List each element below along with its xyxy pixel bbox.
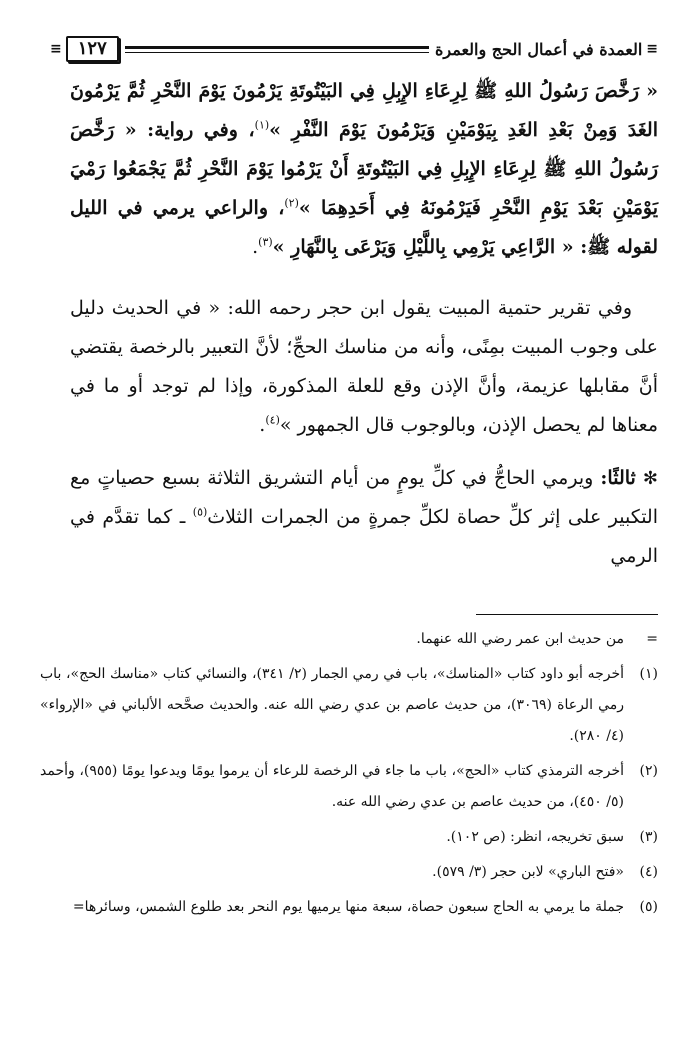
footnote-text: أخرجه أبو داود كتاب «المناسك»، باب في رمي الجمار (٢/ ٣٤١)، والنسائي كتاب «مناسك الحج»، باب رمي الرعاة (٣٠٦٩)، من حديث عاصم بن عدي رضي الله عنه. والحديث صحَّحه الألباني في «الإرواء» (٤/ ٢٨٠). — [40, 666, 625, 744]
footnote-number: (٥) — [639, 899, 658, 915]
footnote-number: (٢) — [639, 763, 658, 779]
footnote-number: (١) — [639, 666, 658, 682]
hadith-quote-2: ، وفي رواية: « رَخَّصَ رَسُولُ اللهِ ﷺ لِرِعَاءِ الإِبِلِ فِي البَيْتُوتَةِ أَنْ يَرْمُوا يَوْمَ النَّحْرِ ثُمَّ يَجْمَعُوا رَمْيَ يَوْمَيْنِ بَعْدَ يَوْمِ النَّحْرِ فَيَرْمُونَهُ فِي أَحَدِهِمَا » — [70, 119, 658, 219]
footnote-ref-2: (٢) — [284, 196, 299, 210]
footnote-item — [40, 822, 658, 853]
paragraph-hadith — [70, 72, 658, 267]
ibn-hajar-quote: وفي تقرير حتمية المبيت يقول ابن حجر رحمه الله: « في الحديث دليل على وجوب المبيت بمِنًى، وأنه من مناسك الحجِّ؛ لأنَّ التعبير بالرخصة يقتضي أنَّ مقابلها عزيمة، وأنَّ الإذن وقع للعلة المذكورة، وإذا لم توجد أو ما في معناها لم يحصل الإذن، وبالوجوب قال الجمهور » — [70, 297, 658, 436]
paragraph-ibn-hajar — [70, 289, 658, 445]
running-header — [50, 36, 658, 62]
footnote-item — [40, 659, 658, 752]
footnote-text: جملة ما يرمي به الحاج سبعون حصاة، سبعة منها يرميها يوم النحر بعد طلوع الشمس، وسائرها= — [72, 899, 624, 915]
footnotes — [40, 624, 658, 927]
footnote-ref-4: (٤) — [265, 413, 280, 427]
hadith-quote-1: « رَخَّصَ رَسُولُ اللهِ ﷺ لِرِعَاءِ الإِبِلِ فِي البَيْتُوتَةِ يَرْمُونَ يَوْمَ النَّحْرِ ثُمَّ يَرْمُونَ الغَدَ وَمِنْ بَعْدِ الغَدِ بِيَوْمَيْنِ وَيَرْمُونَ يَوْمَ النَّفْرِ » — [70, 80, 658, 141]
hadith-quote-3: ، والراعي يرمي في الليل لقوله ﷺ: « الرَّاعِي يَرْمِي بِاللَّيْلِ وَيَرْعَى بِالنَّهَارِ » — [70, 197, 658, 258]
footnote-number: = — [646, 631, 658, 647]
third-heading: ثالثًا: — [600, 467, 636, 489]
footnote-text: سبق تخريجه، انظر: (ص ١٠٢). — [446, 829, 624, 845]
footnote-ref-3: (٣) — [258, 235, 273, 249]
header-rule — [125, 46, 429, 53]
paragraph-end: . — [252, 236, 259, 258]
main-text — [70, 72, 658, 576]
footnote-number: (٣) — [639, 829, 658, 845]
third-text-end: ـ كما تقدَّم في الرمي — [70, 506, 658, 567]
header-mark-left: ≡ — [50, 41, 62, 57]
footnote-ref-5: (٥) — [192, 505, 208, 519]
footnote-item — [40, 624, 658, 655]
footnote-text: أخرجه الترمذي كتاب «الحج»، باب ما جاء في الرخصة للرعاء أن يرموا يومًا ويدعوا يومًا (٩٥٥)، وأحمد (٥/ ٤٥٠)، من حديث عاصم بن عدي رضي الله عنه. — [40, 763, 624, 810]
paragraph-third — [70, 459, 658, 576]
star-icon: ✻ — [642, 468, 658, 489]
page-number: ١٢٧ — [66, 36, 119, 62]
paragraph-end: . — [259, 414, 266, 436]
header-mark-right: ≡ — [646, 41, 658, 57]
footnote-text: من حديث ابن عمر رضي الله عنهما. — [416, 631, 624, 647]
footnote-ref-1: (١) — [254, 118, 270, 132]
footnote-item — [40, 892, 658, 923]
footnote-text: «فتح الباري» لابن حجر (٣/ ٥٧٩). — [432, 864, 624, 880]
footnote-item — [40, 756, 658, 818]
footnote-number: (٤) — [639, 864, 658, 880]
third-text: ويرمي الحاجُّ في كلِّ يومٍ من أيام التشريق الثلاثة بسبع حصياتٍ مع التكبير على إثر كلِّ حصاة لكلِّ جمرةٍ من الجمرات الثلاث — [70, 467, 658, 528]
header-title: العمدة في أعمال الحج والعمرة — [434, 39, 643, 59]
footnote-separator — [476, 614, 658, 615]
footnote-item — [40, 857, 658, 888]
